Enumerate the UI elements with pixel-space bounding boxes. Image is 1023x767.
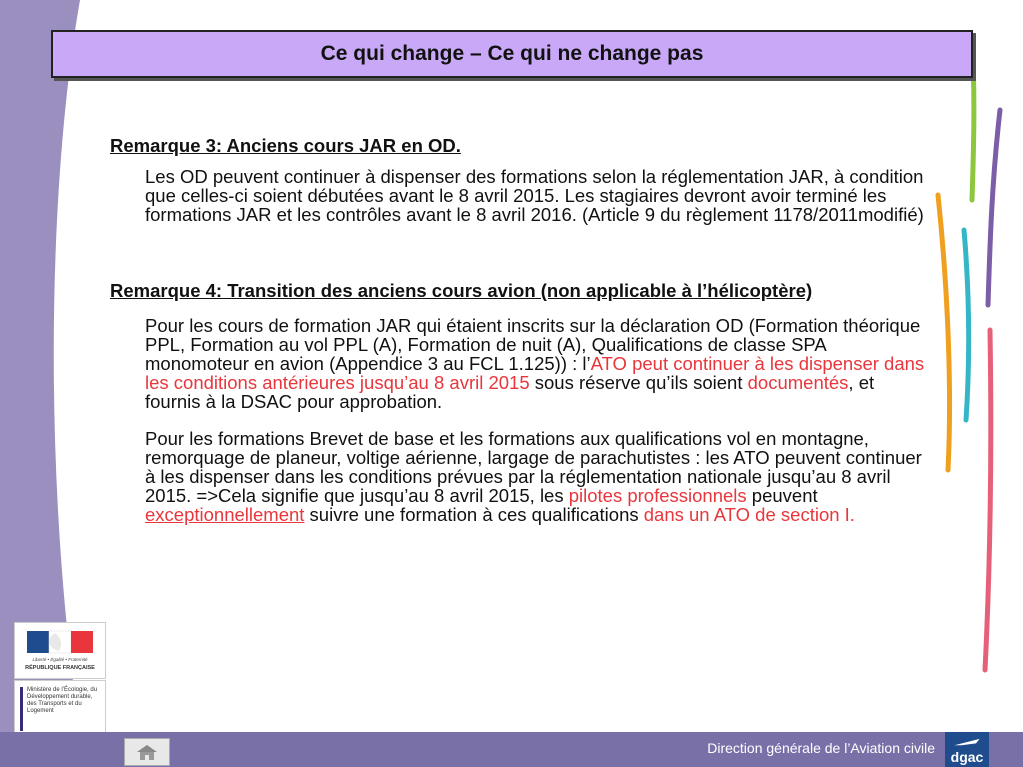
footer-org-name: Direction générale de l’Aviation civile — [707, 740, 935, 756]
remark-3-heading: Remarque 3: Anciens cours JAR en OD. — [110, 135, 461, 156]
p1-text-a: Pour les cours de formation JAR qui étaient inscrits sur la déclaration OD (Formation théorique PPL, Formation au vol PPL (A), Formation de nuit (A), Qualifications de classe SPA monomoteur en avion (Appendice 3 au FCL 1.125)) : l’ — [145, 315, 921, 374]
ministere-bar — [20, 687, 23, 731]
decorative-stripes — [930, 30, 1010, 680]
home-icon — [135, 743, 159, 761]
p1-highlight-ato: ATO peut continuer à les dispenser dans les conditions antérieures jusqu’au 8 avril 2015 — [145, 353, 925, 393]
home-button[interactable] — [124, 738, 170, 766]
ministere-label: Ministère de l’Écologie, du Développement durable, des Transports et du Logement — [27, 687, 98, 714]
slide-title: Ce qui change – Ce qui ne change pas — [320, 42, 704, 65]
dgac-label: dgac — [950, 749, 984, 765]
remark-4-heading: Remarque 4: Transition des anciens cours avion (non applicable à l’hélicoptère) — [110, 280, 813, 301]
plane-icon — [949, 736, 985, 749]
p2-highlight-pilotes: pilotes professionnels — [568, 485, 747, 506]
remark-4-paragraph-1 — [110, 316, 930, 411]
p1-text-b: sous réserve qu’ils soient — [529, 372, 748, 393]
dgac-logo — [945, 732, 989, 767]
p2-highlight-ato-section: dans un ATO de section I. — [643, 504, 855, 525]
p1-text-c: , et fournis à la DSAC pour approbation. — [145, 372, 875, 412]
republique-francaise-logo — [14, 622, 106, 679]
p2-highlight-exceptionnellement: exceptionnellement — [145, 504, 305, 525]
slide-title-box — [51, 30, 973, 78]
republique-motto: Liberté • Égalité • Fraternité — [32, 657, 88, 662]
republique-label: RÉPUBLIQUE FRANÇAISE — [25, 665, 95, 671]
p2-text-a: Pour les formations Brevet de base et les formations aux qualifications vol en montagne, remorquage de planeur, voltige aérienne, largage de parachutistes : les ATO peuvent continuer à les dispenser dans les conditions prévues par la réglementation nationale jusqu’au 8 avril 2015. =>Cela signifie que jusqu’au 8 avril 2015, les — [145, 428, 922, 506]
ministere-logo — [14, 680, 106, 738]
p2-text-b: peuvent — [746, 485, 818, 506]
remark-3-body: Les OD peuvent continuer à dispenser des formations selon la réglementation JAR, à condition que celles-ci soient débutées avant le 8 avril 2015. Les stagiaires devront avoir terminé les formations JAR et les contrôles avant le 8 avril 2016. (Article 9 du règlement 1178/2011modifié) — [145, 166, 924, 225]
remark-4-paragraph-2 — [110, 429, 930, 524]
slide-content — [110, 136, 930, 524]
p2-text-c: suivre une formation à ces qualifications — [304, 504, 644, 525]
p1-highlight-documentes: documentés — [747, 372, 849, 393]
